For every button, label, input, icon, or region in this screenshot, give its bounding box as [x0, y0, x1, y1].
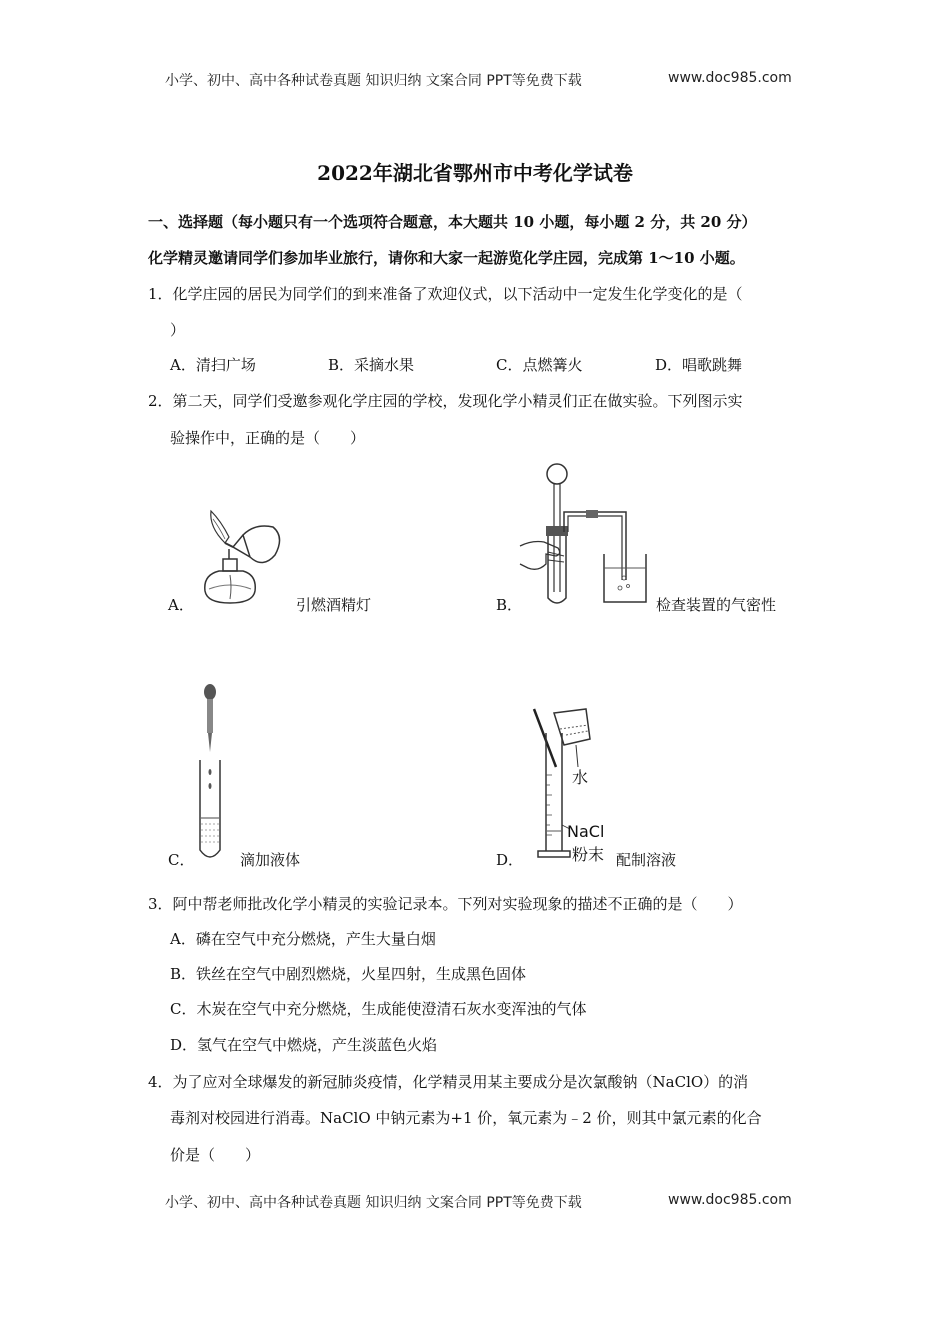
fig-label-water: 水 [572, 768, 589, 787]
footer-url[interactable]: www.doc985.com [668, 1192, 792, 1208]
footer-text: 小学、初中、高中各种试卷真题 知识归纳 文案合同 PPT等免费下载 [165, 1195, 582, 1211]
q1-stem-line1: 1．化学庄园的居民为同学们的到来准备了欢迎仪式，以下活动中一定发生化学变化的是（ [148, 285, 743, 303]
q2-option-a-caption: 引燃酒精灯 [296, 596, 372, 614]
q1-option-c[interactable]: C．点燃篝火 [496, 356, 583, 374]
q3-option-c[interactable]: C．木炭在空气中充分燃烧，生成能使澄清石灰水变浑浊的气体 [170, 1000, 587, 1018]
fig-label-powder: 粉末 [572, 845, 605, 864]
header-url[interactable]: www.doc985.com [668, 70, 792, 86]
header-text: 小学、初中、高中各种试卷真题 知识归纳 文案合同 PPT等免费下载 [165, 73, 582, 89]
airtightness-check-figure [518, 460, 653, 608]
q2-option-a-letter[interactable]: A． [168, 596, 194, 614]
alcohol-lamp-ignite-figure [195, 505, 285, 610]
q3-stem: 3．阿中帮老师批改化学小精灵的实验记录本。下列对实验现象的描述不正确的是（ ） [148, 895, 743, 913]
q4-stem-line2: 毒剂对校园进行消毒。NaClO 中钠元素为+1 价，氧元素为﹣2 价，则其中氯元素的化合 [170, 1109, 762, 1127]
page-title: 2022年湖北省鄂州市中考化学试卷 [317, 161, 633, 185]
q2-option-b-letter[interactable]: B． [496, 596, 523, 614]
q1-option-b[interactable]: B．采摘水果 [328, 356, 415, 374]
section-heading: 一、选择题（每小题只有一个选项符合题意，本大题共 10 小题，每小题 2 分，共 20 分） [148, 213, 757, 231]
q1-stem-line2: ） [170, 321, 186, 339]
section-intro: 化学精灵邀请同学们参加毕业旅行，请你和大家一起游览化学庄园，完成第 1～10 小题。 [148, 249, 745, 267]
fig-label-nacl: NaCl [567, 822, 605, 841]
q3-option-b[interactable]: B．铁丝在空气中剧烈燃烧，火星四射，生成黑色固体 [170, 965, 527, 983]
q1-option-a[interactable]: A．清扫广场 [170, 356, 256, 374]
q2-option-c-letter[interactable]: C． [168, 851, 195, 869]
q4-stem-line3: 价是（ ） [170, 1146, 261, 1164]
q4-stem-line1: 4．为了应对全球爆发的新冠肺炎疫情，化学精灵用某主要成分是次氯酸钠（NaClO）的消 [148, 1073, 749, 1091]
q2-stem-line2: 验操作中，正确的是（ ） [170, 429, 366, 447]
q2-option-c-caption: 滴加液体 [240, 851, 301, 869]
q3-option-a[interactable]: A．磷在空气中充分燃烧，产生大量白烟 [170, 930, 436, 948]
q2-option-d-caption: 配制溶液 [616, 851, 677, 869]
dropper-test-tube-figure [195, 682, 230, 864]
q2-stem-line1: 2．第二天，同学们受邀参观化学庄园的学校，发现化学小精灵们正在做实验。下列图示实 [148, 392, 743, 410]
q2-option-b-caption: 检查装置的气密性 [656, 596, 777, 614]
q1-option-d[interactable]: D．唱歌跳舞 [655, 356, 743, 374]
q2-option-d-letter[interactable]: D． [496, 851, 524, 869]
q3-option-d[interactable]: D．氢气在空气中燃烧，产生淡蓝色火焰 [170, 1036, 438, 1054]
